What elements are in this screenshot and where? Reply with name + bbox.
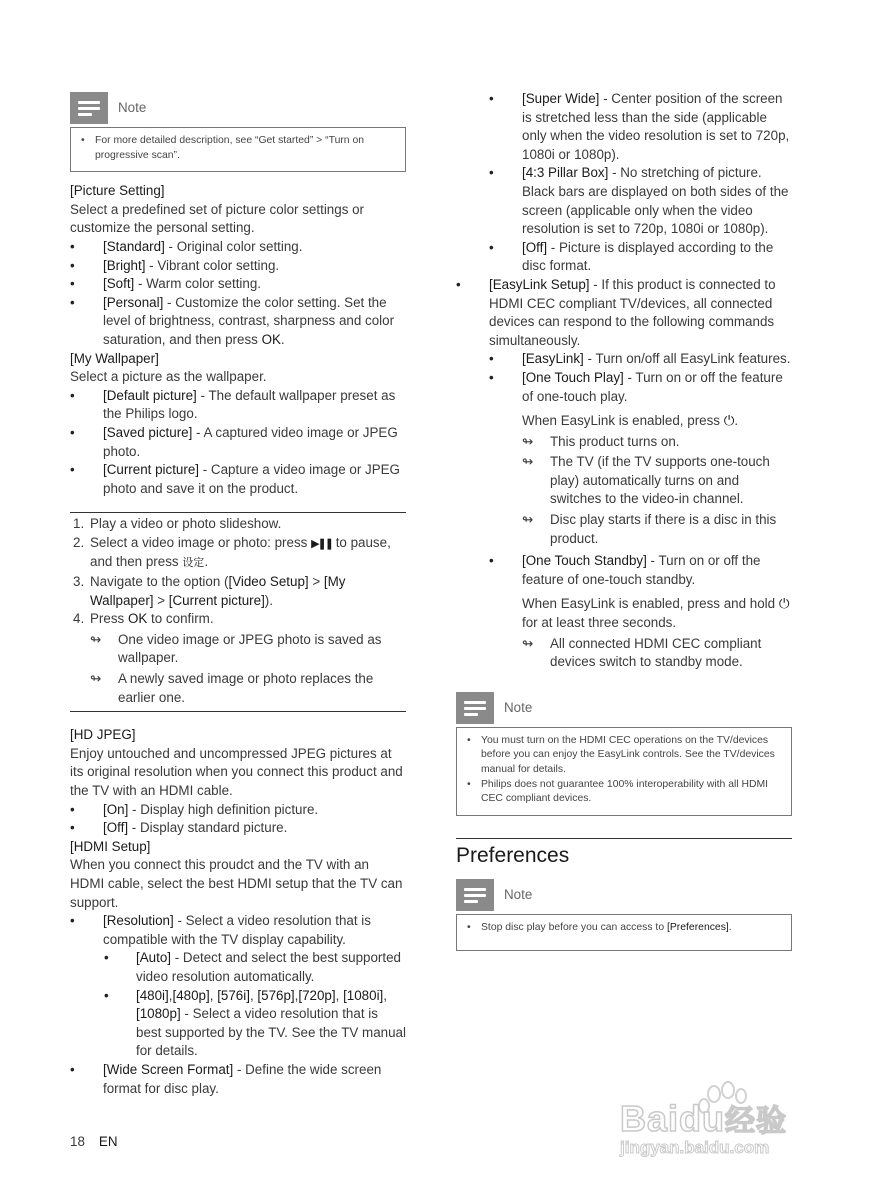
picture-setting-heading: [Picture Setting] xyxy=(70,183,165,199)
my-wallpaper-heading: [My Wallpaper] xyxy=(70,350,159,366)
list-item: • [Off] - Picture is displayed according to the disc format. xyxy=(456,239,792,276)
note-icon xyxy=(70,92,108,124)
power-icon: ⏻ xyxy=(778,596,790,612)
arrow-icon: ↬ xyxy=(522,433,534,449)
note-title: Note xyxy=(504,699,533,715)
note-box xyxy=(456,727,792,816)
hd-jpeg-desc: Enjoy untouched and uncompressed JPEG pictures at its original resolution when you connect this product and the TV with an HDMI cable. xyxy=(70,745,403,798)
picture-setting-section xyxy=(70,182,406,349)
language-code: EN xyxy=(98,1134,118,1149)
list-item: • [EasyLink Setup] - If this product is connected to HDMI CEC compliant TV/devices, all connected devices can respond to the following commands simultaneously. xyxy=(456,276,792,350)
page-number: 18 xyxy=(70,1134,85,1149)
hdmi-setup-heading: [HDMI Setup] xyxy=(70,838,151,854)
list-item: • [480i],[480p], [576i], [576p],[720p], [1080i], [1080p] - Select a video resolution that is best supported by the TV. See the TV manual for details. xyxy=(70,987,406,1061)
list-item: • [Bright] - Vibrant color setting. xyxy=(70,257,406,276)
list-item: • [Soft] - Warm color setting. xyxy=(70,275,406,294)
list-item: • [Current picture] - Capture a video image or JPEG photo and save it on the product. xyxy=(70,461,406,498)
baidu-watermark xyxy=(620,1080,820,1162)
wallpaper-steps xyxy=(70,512,406,712)
ots-when: When EasyLink is enabled, press and hold ⏻ for at least three seconds. xyxy=(522,596,790,631)
list-item: • [Wide Screen Format] - Define the wide screen format for disc play. xyxy=(70,1061,406,1098)
result-item: ↬ The TV (if the TV supports one-touch play) automatically turns on and switches to the video-in channel. xyxy=(522,454,770,507)
list-item: • [Off] - Display standard picture. xyxy=(70,819,406,838)
list-item: • [Personal] - Customize the color setting. Set the level of brightness, contrast, sharpness and color saturation, and then press OK. xyxy=(70,294,406,350)
result-item: ↬ All connected HDMI CEC compliant devices switch to standby mode. xyxy=(522,635,762,670)
list-item: • [On] - Display high definition picture. xyxy=(70,801,406,820)
watermark-text: du xyxy=(679,1098,726,1139)
setup-key: 设定 xyxy=(182,557,205,570)
step-1: 1. Play a video or photo slideshow. xyxy=(73,516,282,532)
note-text: • You must turn on the HDMI CEC operations on the TV/devices before you can enjoy the EasyLink controls. See the TV/devices manual for details. xyxy=(467,734,781,778)
step-result: ↬ A newly saved image or photo replaces the earlier one. xyxy=(90,671,374,705)
preferences-heading: Preferences xyxy=(456,838,792,866)
note-text: • Philips does not guarantee 100% interoperability with all HDMI CEC compliant devices. xyxy=(467,778,781,807)
power-icon: ⏻ xyxy=(723,413,735,429)
step-result: ↬ One video image or JPEG photo is saved as wallpaper. xyxy=(90,631,382,666)
note-icon xyxy=(456,692,494,724)
hd-jpeg-heading: [HD JPEG] xyxy=(70,727,136,743)
note-title: Note xyxy=(504,887,533,903)
result-item: ↬ This product turns on. xyxy=(456,433,792,452)
note-icon xyxy=(456,879,494,911)
note-text: • For more detailed description, see “Get started” > “Turn on progressive scan”. xyxy=(81,134,395,163)
note-box xyxy=(456,914,792,951)
right-column xyxy=(456,90,792,951)
otp-when: When EasyLink is enabled, press ⏻. xyxy=(522,413,739,429)
arrow-icon: ↬ xyxy=(522,512,534,528)
list-item: • [Auto] - Detect and select the best supported video resolution automatically. xyxy=(70,949,406,986)
note-header xyxy=(456,879,792,911)
note-text: • Stop disc play before you can access to [Preferences]. xyxy=(467,921,781,936)
list-item: • [One Touch Play] - Turn on or off the feature of one-touch play. xyxy=(456,369,792,406)
list-item: • [Default picture] - The default wallpaper preset as the Philips logo. xyxy=(70,387,406,424)
picture-setting-desc: Select a predefined set of picture color settings or customize the personal setting. xyxy=(70,201,365,236)
note-header xyxy=(456,692,792,724)
arrow-icon: ↬ xyxy=(90,671,102,687)
note-block xyxy=(456,692,792,816)
step-2: 2. Select a video image or photo: press ▶❚❚ to pause, and then press 设定. xyxy=(73,534,391,570)
step-4: 4. Press OK to confirm. xyxy=(73,611,214,627)
list-item: • [Saved picture] - A captured video image or JPEG photo. xyxy=(70,424,406,461)
page-footer xyxy=(70,1134,118,1149)
list-item: • [4:3 Pillar Box] - No stretching of picture. Black bars are displayed on both sides of the screen (applicable only when the video resolution is set to 720p, 1080i or 1080p). xyxy=(456,164,792,238)
watermark-text: Bai xyxy=(620,1098,680,1139)
arrow-icon: ↬ xyxy=(522,635,534,651)
watermark-text: 经验 xyxy=(725,1105,788,1138)
hd-jpeg-section xyxy=(70,726,406,838)
list-item: • [One Touch Standby] - Turn on or off the feature of one-touch standby. xyxy=(456,552,792,589)
watermark-url: jingyan.baidu.com xyxy=(620,1138,770,1157)
result-item: ↬ Disc play starts if there is a disc in this product. xyxy=(522,512,777,546)
hdmi-setup-section xyxy=(70,838,406,1098)
play-pause-icon: ▶❚❚ xyxy=(311,537,332,550)
list-item: • [EasyLink] - Turn on/off all EasyLink features. xyxy=(456,350,792,369)
note-box xyxy=(70,127,406,172)
note-title: Note xyxy=(118,99,147,115)
arrow-icon: ↬ xyxy=(522,454,534,470)
hdmi-setup-desc: When you connect this proudct and the TV with an HDMI cable, select the best HDMI setup that the TV can support. xyxy=(70,857,403,910)
note-block xyxy=(456,879,792,951)
list-item: • [Standard] - Original color setting. xyxy=(70,238,406,257)
note-header xyxy=(70,92,406,124)
note-block xyxy=(70,92,406,172)
my-wallpaper-section xyxy=(70,350,406,499)
my-wallpaper-desc: Select a picture as the wallpaper. xyxy=(70,369,267,385)
step-3: 3. Navigate to the option ([Video Setup] > [My Wallpaper] > [Current picture]). xyxy=(73,574,346,608)
arrow-icon: ↬ xyxy=(90,631,102,647)
list-item: • [Super Wide] - Center position of the screen is stretched less than the side (applicable only when the video resolution is set to 720p, 1080i or 1080p). xyxy=(456,90,792,164)
left-column xyxy=(70,92,406,1098)
list-item: • [Resolution] - Select a video resolution that is compatible with the TV display capability. xyxy=(70,912,406,949)
